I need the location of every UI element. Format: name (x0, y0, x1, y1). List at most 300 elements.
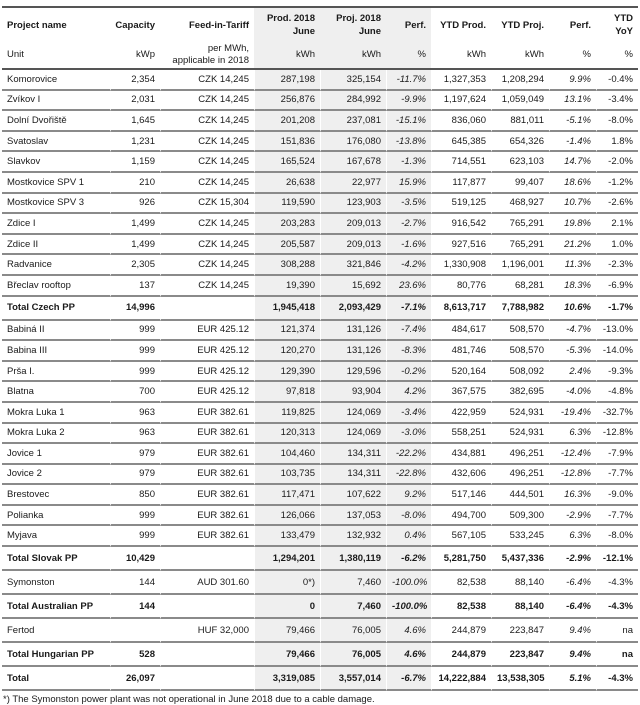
cell-ytd-perf: 9.4% (549, 619, 596, 643)
cell-prod-june: 133,479 (254, 526, 320, 547)
table-row (2, 619, 638, 643)
cell-proj-june: 321,846 (320, 255, 386, 276)
cell-capacity: 137 (110, 276, 160, 297)
cell-capacity: 979 (110, 444, 160, 465)
cell-ytd-proj: 496,251 (491, 444, 549, 465)
cell-ytd-prod: 5,281,750 (431, 547, 491, 571)
cell-feed-in-tariff: CZK 15,304 (160, 194, 254, 215)
cell-capacity: 2,354 (110, 70, 160, 91)
cell-perf: -0.2% (386, 362, 431, 383)
col-header-proj-line1: Proj. 2018 (336, 13, 381, 24)
cell-prod-june: 119,825 (254, 403, 320, 424)
unit-fit-line2: applicable in 2018 (172, 55, 249, 66)
cell-ytd-prod: 558,251 (431, 424, 491, 445)
cell-proj-june: 134,311 (320, 444, 386, 465)
cell-capacity: 700 (110, 382, 160, 403)
cell-ytd-yoy: na (596, 643, 638, 667)
cell-ytd-proj: 1,059,049 (491, 91, 549, 112)
cell-perf: -9.9% (386, 91, 431, 112)
cell-ytd-proj: 5,437,336 (491, 547, 549, 571)
cell-prod-june: 19,390 (254, 276, 320, 297)
cell-capacity: 979 (110, 465, 160, 486)
cell-capacity: 1,645 (110, 111, 160, 132)
cell-ytd-prod: 484,617 (431, 321, 491, 342)
cell-feed-in-tariff (160, 595, 254, 619)
cell-project-name: Mokra Luka 2 (2, 424, 110, 445)
cell-feed-in-tariff: CZK 14,245 (160, 70, 254, 91)
total-row (2, 297, 638, 321)
cell-feed-in-tariff: EUR 382.61 (160, 485, 254, 506)
cell-ytd-proj: 68,281 (491, 276, 549, 297)
cell-ytd-perf: 13.1% (549, 91, 596, 112)
cell-ytd-perf: 18.3% (549, 276, 596, 297)
cell-proj-june: 131,126 (320, 321, 386, 342)
cell-prod-june: 79,466 (254, 619, 320, 643)
table-row (2, 173, 638, 194)
cell-feed-in-tariff (160, 547, 254, 571)
cell-capacity: 2,031 (110, 91, 160, 112)
cell-ytd-perf: 14.7% (549, 152, 596, 173)
table-row (2, 194, 638, 215)
cell-ytd-prod: 916,542 (431, 214, 491, 235)
table-row (2, 571, 638, 595)
cell-proj-june: 76,005 (320, 643, 386, 667)
cell-ytd-perf: 19.8% (549, 214, 596, 235)
col-header-ytd-proj: YTD Proj. (491, 6, 549, 42)
cell-ytd-proj: 444,501 (491, 485, 549, 506)
units-row (2, 42, 638, 70)
cell-project-name: Mostkovice SPV 1 (2, 173, 110, 194)
cell-capacity: 999 (110, 506, 160, 527)
col-header-proj-june (320, 6, 386, 42)
cell-project-name: Total (2, 667, 110, 691)
unit-ytd-prod: kWh (431, 42, 491, 70)
cell-proj-june: 325,154 (320, 70, 386, 91)
cell-perf: 4.6% (386, 619, 431, 643)
cell-feed-in-tariff (160, 643, 254, 667)
cell-feed-in-tariff: CZK 14,245 (160, 214, 254, 235)
cell-prod-june: 117,471 (254, 485, 320, 506)
cell-ytd-perf: 21.2% (549, 235, 596, 256)
cell-perf: -4.2% (386, 255, 431, 276)
table-row (2, 465, 638, 486)
cell-ytd-proj: 496,251 (491, 465, 549, 486)
cell-capacity: 999 (110, 341, 160, 362)
cell-prod-june: 287,198 (254, 70, 320, 91)
cell-prod-june: 26,638 (254, 173, 320, 194)
cell-feed-in-tariff: CZK 14,245 (160, 91, 254, 112)
cell-project-name: Brestovec (2, 485, 110, 506)
cell-ytd-prod: 367,575 (431, 382, 491, 403)
unit-proj: kWh (320, 42, 386, 70)
cell-ytd-prod: 519,125 (431, 194, 491, 215)
cell-feed-in-tariff: CZK 14,245 (160, 152, 254, 173)
cell-ytd-prod: 1,330,908 (431, 255, 491, 276)
table-row (2, 132, 638, 153)
cell-prod-june: 120,270 (254, 341, 320, 362)
cell-feed-in-tariff (160, 667, 254, 691)
cell-ytd-proj: 223,847 (491, 619, 549, 643)
cell-ytd-yoy: -4.3% (596, 667, 638, 691)
cell-project-name: Total Slovak PP (2, 547, 110, 571)
cell-proj-june: 15,692 (320, 276, 386, 297)
cell-project-name: Mostkovice SPV 3 (2, 194, 110, 215)
cell-ytd-perf: 10.6% (549, 297, 596, 321)
col-header-proj-line2: June (358, 26, 381, 37)
cell-proj-june: 209,013 (320, 214, 386, 235)
cell-ytd-proj: 88,140 (491, 571, 549, 595)
cell-proj-june: 124,069 (320, 424, 386, 445)
cell-ytd-yoy: 1.8% (596, 132, 638, 153)
col-header-feed-in-tariff: Feed-in-Tariff (160, 6, 254, 42)
cell-feed-in-tariff: CZK 14,245 (160, 173, 254, 194)
cell-ytd-perf: -2.9% (549, 547, 596, 571)
cell-prod-june: 1,294,201 (254, 547, 320, 571)
cell-capacity: 2,305 (110, 255, 160, 276)
cell-project-name: Mokra Luka 1 (2, 403, 110, 424)
cell-ytd-prod: 927,516 (431, 235, 491, 256)
footnote: *) The Symonston power plant was not operational in June 2018 due to a cable damage. (3, 694, 375, 705)
cell-perf: -8.3% (386, 341, 431, 362)
unit-ytd-proj: kWh (491, 42, 549, 70)
cell-capacity: 999 (110, 321, 160, 342)
cell-prod-june: 308,288 (254, 255, 320, 276)
cell-ytd-perf: 18.6% (549, 173, 596, 194)
cell-capacity: 1,499 (110, 235, 160, 256)
cell-ytd-yoy: -2.3% (596, 255, 638, 276)
cell-ytd-proj: 623,103 (491, 152, 549, 173)
table-row (2, 152, 638, 173)
cell-ytd-proj: 99,407 (491, 173, 549, 194)
cell-project-name: Babina III (2, 341, 110, 362)
cell-prod-june: 120,313 (254, 424, 320, 445)
cell-capacity: 999 (110, 526, 160, 547)
cell-ytd-perf: -5.3% (549, 341, 596, 362)
cell-ytd-yoy: -9.0% (596, 485, 638, 506)
table-row (2, 91, 638, 112)
cell-prod-june: 79,466 (254, 643, 320, 667)
table-row (2, 362, 638, 383)
cell-project-name: Prša I. (2, 362, 110, 383)
table-row (2, 485, 638, 506)
cell-proj-june: 1,380,119 (320, 547, 386, 571)
cell-ytd-perf: -6.4% (549, 571, 596, 595)
cell-capacity: 26,097 (110, 667, 160, 691)
unit-fit-line1: per MWh, (207, 43, 249, 54)
unit-perf: % (386, 42, 431, 70)
cell-ytd-prod: 117,877 (431, 173, 491, 194)
table-row (2, 526, 638, 547)
cell-project-name: Radvanice (2, 255, 110, 276)
table-row (2, 424, 638, 445)
cell-capacity: 1,499 (110, 214, 160, 235)
cell-project-name: Slavkov (2, 152, 110, 173)
unit-capacity: kWp (110, 42, 160, 70)
cell-project-name: Blatna (2, 382, 110, 403)
cell-ytd-prod: 567,105 (431, 526, 491, 547)
cell-prod-june: 0 (254, 595, 320, 619)
cell-proj-june: 76,005 (320, 619, 386, 643)
cell-ytd-perf: 9.4% (549, 643, 596, 667)
table-row (2, 111, 638, 132)
cell-capacity: 528 (110, 643, 160, 667)
cell-ytd-proj: 765,291 (491, 214, 549, 235)
col-header-capacity: Capacity (110, 6, 160, 42)
cell-proj-june: 7,460 (320, 595, 386, 619)
cell-prod-june: 205,587 (254, 235, 320, 256)
cell-proj-june: 93,904 (320, 382, 386, 403)
table-row (2, 70, 638, 91)
cell-ytd-prod: 82,538 (431, 571, 491, 595)
cell-perf: -11.7% (386, 70, 431, 91)
cell-feed-in-tariff (160, 297, 254, 321)
cell-ytd-prod: 244,879 (431, 643, 491, 667)
unit-prod: kWh (254, 42, 320, 70)
cell-ytd-prod: 481,746 (431, 341, 491, 362)
cell-prod-june: 97,818 (254, 382, 320, 403)
cell-capacity: 144 (110, 571, 160, 595)
cell-perf: -13.8% (386, 132, 431, 153)
cell-ytd-perf: 9.9% (549, 70, 596, 91)
cell-feed-in-tariff: EUR 382.61 (160, 526, 254, 547)
cell-ytd-yoy: -7.7% (596, 465, 638, 486)
cell-proj-june: 209,013 (320, 235, 386, 256)
cell-feed-in-tariff: EUR 425.12 (160, 362, 254, 383)
cell-project-name: Dolní Dvořiště (2, 111, 110, 132)
cell-capacity: 926 (110, 194, 160, 215)
cell-capacity: 850 (110, 485, 160, 506)
cell-ytd-proj: 1,196,001 (491, 255, 549, 276)
cell-ytd-yoy: -4.8% (596, 382, 638, 403)
cell-proj-june: 2,093,429 (320, 297, 386, 321)
table-row (2, 341, 638, 362)
cell-proj-june: 22,977 (320, 173, 386, 194)
cell-perf: -3.4% (386, 403, 431, 424)
cell-ytd-yoy: 2.1% (596, 214, 638, 235)
table-row (2, 255, 638, 276)
col-header-yoy-line2: YoY (615, 26, 633, 37)
cell-feed-in-tariff: EUR 425.12 (160, 321, 254, 342)
cell-ytd-proj: 88,140 (491, 595, 549, 619)
cell-project-name: Jovice 1 (2, 444, 110, 465)
cell-feed-in-tariff: CZK 14,245 (160, 276, 254, 297)
cell-ytd-yoy: -9.3% (596, 362, 638, 383)
table-row (2, 321, 638, 342)
table-row (2, 235, 638, 256)
cell-perf: -100.0% (386, 595, 431, 619)
cell-prod-june: 201,208 (254, 111, 320, 132)
cell-ytd-yoy: -4.3% (596, 571, 638, 595)
cell-feed-in-tariff: CZK 14,245 (160, 132, 254, 153)
cell-perf: -6.2% (386, 547, 431, 571)
cell-proj-june: 167,678 (320, 152, 386, 173)
cell-feed-in-tariff: CZK 14,245 (160, 235, 254, 256)
cell-proj-june: 107,622 (320, 485, 386, 506)
col-header-ytd-yoy (596, 6, 638, 42)
cell-ytd-perf: -19.4% (549, 403, 596, 424)
col-header-prod-line2: June (292, 26, 315, 37)
cell-prod-june: 256,876 (254, 91, 320, 112)
cell-capacity: 14,996 (110, 297, 160, 321)
cell-ytd-prod: 8,613,717 (431, 297, 491, 321)
cell-project-name: Jovice 2 (2, 465, 110, 486)
table-row (2, 506, 638, 527)
cell-ytd-perf: 5.1% (549, 667, 596, 691)
col-header-prod-line1: Prod. 2018 (266, 13, 315, 24)
cell-perf: -15.1% (386, 111, 431, 132)
cell-ytd-yoy: -32.7% (596, 403, 638, 424)
cell-prod-june: 103,735 (254, 465, 320, 486)
cell-ytd-yoy: -4.3% (596, 595, 638, 619)
cell-ytd-prod: 836,060 (431, 111, 491, 132)
cell-ytd-yoy: 1.0% (596, 235, 638, 256)
cell-prod-june: 0*) (254, 571, 320, 595)
cell-feed-in-tariff: EUR 425.12 (160, 341, 254, 362)
cell-ytd-proj: 382,695 (491, 382, 549, 403)
cell-ytd-perf: 2.4% (549, 362, 596, 383)
unit-ytd-perf: % (549, 42, 596, 70)
cell-ytd-prod: 494,700 (431, 506, 491, 527)
cell-ytd-yoy: na (596, 619, 638, 643)
cell-project-name: Total Hungarian PP (2, 643, 110, 667)
cell-ytd-yoy: -6.9% (596, 276, 638, 297)
cell-ytd-proj: 1,208,294 (491, 70, 549, 91)
cell-ytd-yoy: -12.8% (596, 424, 638, 445)
unit-label: Unit (2, 42, 110, 70)
cell-perf: -2.7% (386, 214, 431, 235)
cell-ytd-yoy: -8.0% (596, 111, 638, 132)
cell-ytd-perf: 6.3% (549, 526, 596, 547)
cell-ytd-proj: 468,927 (491, 194, 549, 215)
cell-project-name: Zdice II (2, 235, 110, 256)
cell-project-name: Total Czech PP (2, 297, 110, 321)
cell-project-name: Babiná II (2, 321, 110, 342)
cell-project-name: Myjava (2, 526, 110, 547)
header-row (2, 6, 638, 42)
cell-perf: -8.0% (386, 506, 431, 527)
cell-capacity: 963 (110, 403, 160, 424)
cell-prod-june: 104,460 (254, 444, 320, 465)
cell-feed-in-tariff: CZK 14,245 (160, 111, 254, 132)
cell-project-name: Fertod (2, 619, 110, 643)
total-row (2, 643, 638, 667)
table-row (2, 403, 638, 424)
cell-ytd-prod: 645,385 (431, 132, 491, 153)
cell-proj-june: 132,932 (320, 526, 386, 547)
table-body (2, 70, 638, 691)
cell-project-name: Svatoslav (2, 132, 110, 153)
cell-prod-june: 1,945,418 (254, 297, 320, 321)
cell-ytd-proj: 524,931 (491, 424, 549, 445)
production-table (2, 6, 638, 691)
cell-capacity: 10,429 (110, 547, 160, 571)
cell-perf: 23.6% (386, 276, 431, 297)
cell-feed-in-tariff: EUR 382.61 (160, 465, 254, 486)
cell-perf: 0.4% (386, 526, 431, 547)
cell-ytd-yoy: -7.9% (596, 444, 638, 465)
col-header-yoy-line1: YTD (614, 13, 633, 24)
cell-ytd-yoy: -7.7% (596, 506, 638, 527)
cell-ytd-perf: -1.4% (549, 132, 596, 153)
cell-perf: -100.0% (386, 571, 431, 595)
col-header-project-name: Project name (2, 6, 110, 42)
cell-prod-june: 203,283 (254, 214, 320, 235)
cell-feed-in-tariff: EUR 382.61 (160, 506, 254, 527)
cell-ytd-perf: -6.4% (549, 595, 596, 619)
cell-perf: -6.7% (386, 667, 431, 691)
cell-prod-june: 129,390 (254, 362, 320, 383)
col-header-prod-june (254, 6, 320, 42)
cell-proj-june: 176,080 (320, 132, 386, 153)
cell-ytd-perf: 16.3% (549, 485, 596, 506)
cell-feed-in-tariff: EUR 425.12 (160, 382, 254, 403)
cell-capacity: 1,159 (110, 152, 160, 173)
cell-ytd-perf: -12.4% (549, 444, 596, 465)
cell-prod-june: 165,524 (254, 152, 320, 173)
table-row (2, 382, 638, 403)
cell-perf: -1.3% (386, 152, 431, 173)
cell-capacity: 999 (110, 362, 160, 383)
cell-proj-june: 284,992 (320, 91, 386, 112)
table-row (2, 276, 638, 297)
cell-capacity: 963 (110, 424, 160, 445)
cell-proj-june: 137,053 (320, 506, 386, 527)
cell-ytd-proj: 524,931 (491, 403, 549, 424)
cell-ytd-perf: 6.3% (549, 424, 596, 445)
cell-ytd-perf: -12.8% (549, 465, 596, 486)
table-row (2, 444, 638, 465)
cell-ytd-prod: 14,222,884 (431, 667, 491, 691)
cell-prod-june: 121,374 (254, 321, 320, 342)
cell-ytd-yoy: -3.4% (596, 91, 638, 112)
cell-feed-in-tariff: CZK 14,245 (160, 255, 254, 276)
total-row (2, 595, 638, 619)
unit-yoy: % (596, 42, 638, 70)
cell-ytd-proj: 654,326 (491, 132, 549, 153)
cell-ytd-perf: -2.9% (549, 506, 596, 527)
cell-ytd-prod: 434,881 (431, 444, 491, 465)
cell-capacity: 210 (110, 173, 160, 194)
cell-ytd-proj: 508,570 (491, 341, 549, 362)
cell-ytd-proj: 881,011 (491, 111, 549, 132)
cell-project-name: Komorovice (2, 70, 110, 91)
cell-perf: -1.6% (386, 235, 431, 256)
cell-feed-in-tariff: EUR 382.61 (160, 403, 254, 424)
cell-ytd-proj: 13,538,305 (491, 667, 549, 691)
cell-perf: -3.0% (386, 424, 431, 445)
cell-proj-june: 124,069 (320, 403, 386, 424)
cell-project-name: Symonston (2, 571, 110, 595)
total-row (2, 547, 638, 571)
cell-ytd-yoy: -2.0% (596, 152, 638, 173)
cell-proj-june: 123,903 (320, 194, 386, 215)
cell-perf: 9.2% (386, 485, 431, 506)
cell-prod-june: 126,066 (254, 506, 320, 527)
cell-project-name: Zdice I (2, 214, 110, 235)
cell-feed-in-tariff: EUR 382.61 (160, 444, 254, 465)
cell-ytd-prod: 714,551 (431, 152, 491, 173)
cell-ytd-perf: 10.7% (549, 194, 596, 215)
cell-ytd-prod: 422,959 (431, 403, 491, 424)
cell-capacity (110, 619, 160, 643)
cell-perf: -22.8% (386, 465, 431, 486)
cell-ytd-prod: 1,197,624 (431, 91, 491, 112)
cell-proj-june: 237,081 (320, 111, 386, 132)
cell-ytd-yoy: -14.0% (596, 341, 638, 362)
cell-ytd-prod: 80,776 (431, 276, 491, 297)
cell-ytd-perf: -4.0% (549, 382, 596, 403)
cell-perf: 15.9% (386, 173, 431, 194)
